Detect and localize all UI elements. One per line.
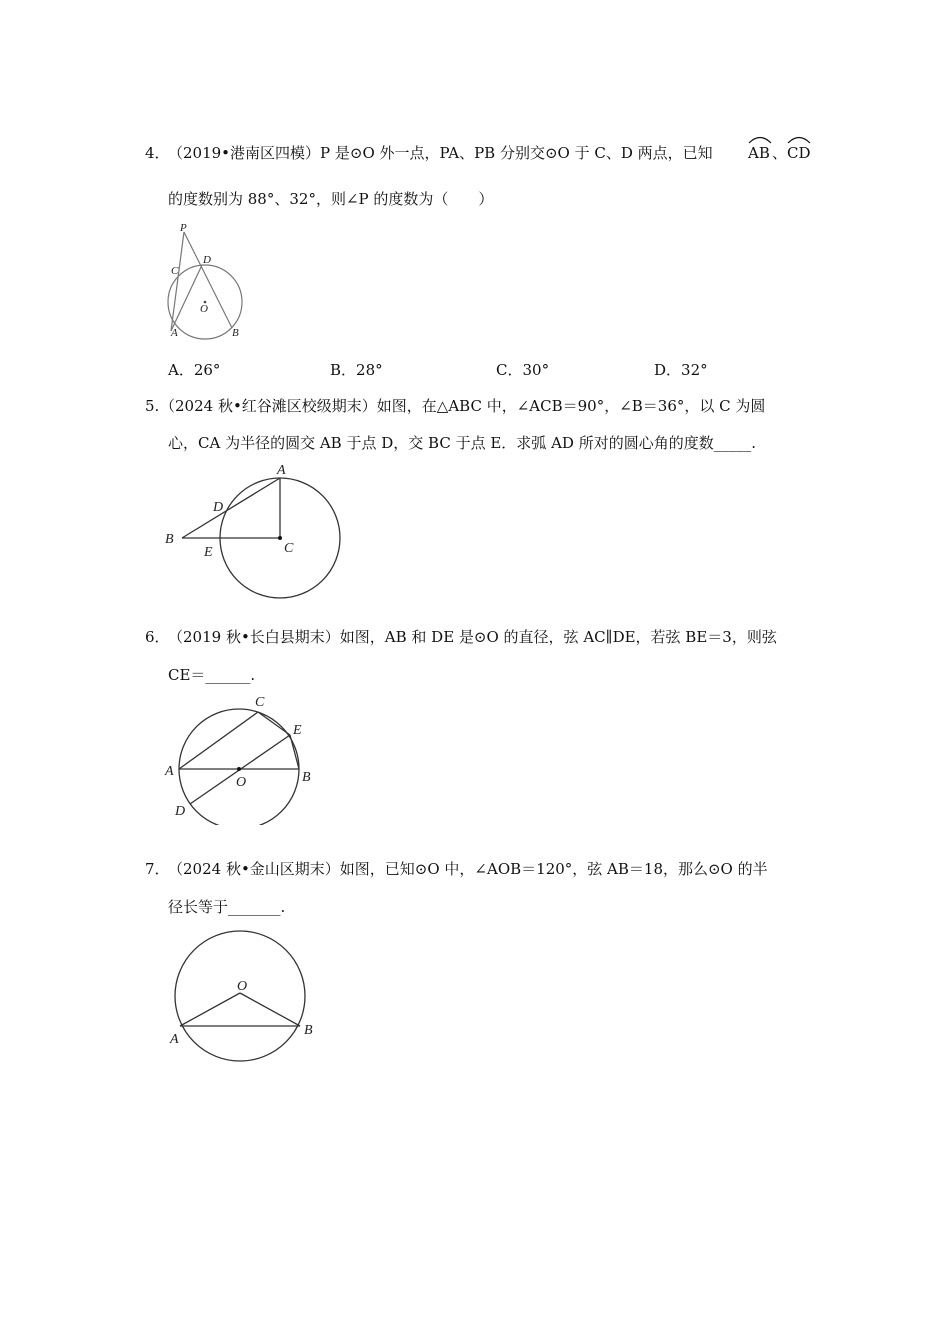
label-b: B bbox=[232, 327, 239, 339]
arc-ab-text: AB bbox=[748, 144, 770, 162]
label-c: C bbox=[284, 541, 294, 556]
question-number: 6． bbox=[145, 628, 170, 646]
choice-a: A．26° bbox=[168, 361, 221, 379]
label-c: C bbox=[255, 695, 265, 710]
label-d: D bbox=[203, 254, 211, 266]
label-o: O bbox=[200, 303, 208, 315]
question-text-line1: （2024 秋•红谷滩区校级期末）如图，在△ABC 中，∠ACB＝90°，∠B＝36°，以 C 为圆 bbox=[160, 397, 766, 415]
label-b: B bbox=[304, 1023, 313, 1038]
label-b: B bbox=[302, 770, 311, 785]
center-point bbox=[278, 536, 282, 540]
arc-cd-label bbox=[787, 143, 811, 163]
label-a: A bbox=[170, 1032, 179, 1047]
question-text-line2: 的度数别为 88°、32°，则∠P 的度数为（ ） bbox=[168, 190, 494, 208]
circle-o bbox=[175, 931, 305, 1061]
chord-ac bbox=[179, 712, 258, 769]
arc-separator: 、 bbox=[772, 144, 788, 162]
label-p: P bbox=[180, 222, 187, 234]
question-number: 7． bbox=[145, 860, 170, 878]
label-d: D bbox=[175, 804, 186, 819]
choice-d: D．32° bbox=[654, 361, 708, 379]
choice-c: C．30° bbox=[496, 361, 550, 379]
chord-be bbox=[290, 735, 299, 769]
arc-symbol bbox=[787, 134, 811, 144]
figure-q7 bbox=[160, 920, 330, 1070]
line-pb bbox=[184, 232, 232, 328]
radius-ob bbox=[240, 993, 300, 1026]
label-o: O bbox=[236, 775, 247, 790]
question-text-line1: （2024 秋•金山区期末）如图，已知⊙O 中，∠AOB＝120°，弦 AB＝18，那么⊙O 的半 bbox=[168, 860, 768, 878]
label-a: A bbox=[165, 764, 174, 779]
figure-q4 bbox=[160, 220, 260, 345]
question-text-line2: 径长等于_______. bbox=[168, 898, 286, 916]
figure-q6 bbox=[160, 690, 330, 825]
chord-ce bbox=[258, 712, 290, 735]
arc-symbol bbox=[748, 134, 772, 144]
line-ab bbox=[182, 478, 280, 538]
arc-cd-text: CD bbox=[787, 144, 811, 162]
question-text-line2: 心，CA 为半径的圆交 AB 于点 D，交 BC 于点 E．求弧 AD 所对的圆心角的度数_____. bbox=[168, 434, 756, 452]
center-point bbox=[237, 767, 241, 771]
label-d: D bbox=[213, 500, 224, 515]
question-text-line1: （2019•港南区四模）P 是⊙O 外一点，PA、PB 分别交⊙O 于 C、D 两点，已知 bbox=[168, 144, 713, 162]
label-e: E bbox=[293, 723, 302, 738]
question-text-line2: CE＝______. bbox=[168, 666, 256, 684]
question-number: 5. bbox=[145, 397, 160, 415]
label-a: A bbox=[171, 327, 178, 339]
radius-oa bbox=[180, 993, 240, 1026]
label-o: O bbox=[237, 979, 248, 994]
label-e: E bbox=[204, 545, 213, 560]
question-number: 4． bbox=[145, 144, 170, 162]
label-c: C bbox=[171, 265, 179, 277]
choice-b: B．28° bbox=[330, 361, 383, 379]
figure-q5 bbox=[160, 460, 350, 605]
question-text-line1: （2019 秋•长白县期末）如图，AB 和 DE 是⊙O 的直径，弦 AC∥DE，若弦 BE＝3，则弦 bbox=[168, 628, 777, 646]
label-b: B bbox=[165, 532, 174, 547]
label-a: A bbox=[277, 463, 286, 478]
arc-ab-label bbox=[748, 143, 770, 163]
